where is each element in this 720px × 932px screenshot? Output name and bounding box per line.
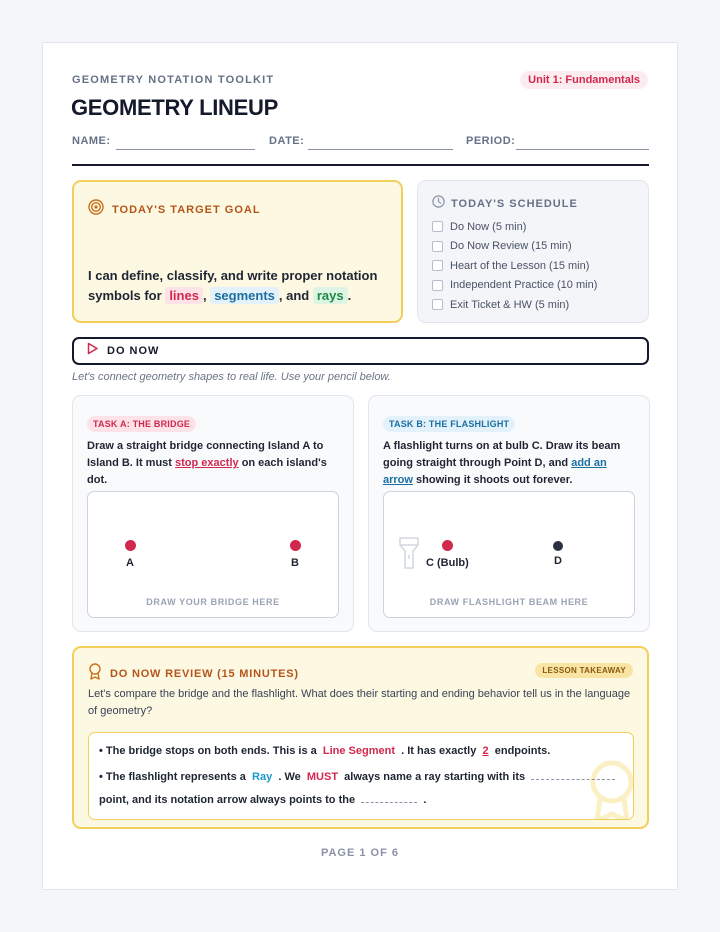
must-emphasis: MUST (306, 771, 339, 783)
point-a-label: A (126, 557, 134, 569)
schedule-item[interactable] (432, 237, 597, 257)
do-now-subtitle: Let's connect geometry shapes to real life. Use your pencil below. (72, 371, 391, 383)
answer-text: endpoints. (494, 745, 551, 757)
point-c-dot (442, 540, 453, 551)
term-rays: rays (313, 287, 348, 304)
goal-sep: , (202, 288, 207, 303)
goal-heading: TODAY'S TARGET GOAL (112, 203, 261, 216)
task-b-emphasis: add an arrow (383, 457, 607, 486)
answer-text: point, and its notation arrow always points to the (99, 794, 356, 806)
award-watermark-icon (585, 759, 634, 820)
lesson-takeaway-badge: LESSON TAKEAWAY (535, 663, 633, 678)
period-label: PERIOD: (466, 135, 516, 147)
schedule-item[interactable] (432, 276, 597, 296)
line-segment-fill: Line Segment (322, 745, 396, 757)
task-text: showing it shoots out forever. (416, 474, 573, 486)
checkbox[interactable] (432, 280, 443, 291)
ray-fill: Ray (252, 771, 273, 783)
task-b-badge: TASK B: THE FLASHLIGHT (383, 416, 515, 432)
answer-text: . It has exactly (401, 745, 477, 757)
goal-text: I can define, classify, and write proper notation symbols for (88, 268, 378, 303)
schedule-item[interactable] (432, 217, 597, 237)
schedule-item-label: Do Now (5 min) (450, 220, 527, 233)
schedule-item-label: Do Now Review (15 min) (450, 240, 572, 253)
play-icon (86, 342, 99, 360)
period-field[interactable] (516, 149, 649, 150)
answer-text: • The flashlight represents a (99, 771, 246, 783)
page-title: GEOMETRY LINEUP (71, 95, 278, 120)
goal-end: . (347, 288, 352, 303)
schedule-item-label: Independent Practice (10 min) (450, 279, 598, 292)
task-text: Draw a straight bridge connecting Island A to Island B. It must (87, 440, 324, 469)
review-heading: DO NOW REVIEW (15 MINUTES) (110, 668, 299, 680)
do-now-bar (72, 337, 649, 365)
task-b-instructions (383, 438, 638, 489)
point-c-label: C (Bulb) (426, 557, 469, 569)
schedule-item-label: Exit Ticket & HW (5 min) (450, 298, 570, 311)
answer-text: always name a ray starting with its (344, 771, 526, 783)
answer-text: • The bridge stops on both ends. This is a (99, 745, 317, 757)
schedule-card (417, 180, 649, 323)
checkbox[interactable] (432, 299, 443, 310)
task-a-instructions (87, 438, 342, 489)
bridge-drawing-area[interactable] (87, 491, 339, 618)
review-prompt: Let's compare the bridge and the flashlight. What does their starting and ending behavior tell us in the language of geometry? (88, 688, 631, 717)
flashlight-drawing-area[interactable] (383, 491, 635, 618)
goal-sep: , and (278, 288, 310, 303)
schedule-item[interactable] (432, 295, 597, 315)
award-icon (88, 663, 102, 685)
task-a-card (72, 395, 354, 632)
target-goal-card (72, 180, 403, 323)
point-d-label: D (554, 555, 562, 567)
answer-text: . We (278, 771, 301, 783)
goal-statement (88, 266, 388, 306)
endpoint-count-fill: 2 (482, 745, 489, 757)
schedule-heading: TODAY'S SCHEDULE (451, 198, 578, 210)
name-field[interactable] (116, 149, 255, 150)
target-icon (88, 199, 104, 220)
bridge-caption: DRAW YOUR BRIDGE HERE (146, 597, 280, 607)
point-b-dot (290, 540, 301, 551)
schedule-item[interactable] (432, 256, 597, 276)
goal-header (88, 199, 261, 220)
schedule-header (432, 195, 578, 213)
worksheet-page (42, 42, 678, 890)
task-text: A flashlight turns on at bulb C. Draw its beam going straight through Point D, and (383, 440, 621, 469)
do-now-review-card (72, 646, 649, 829)
blank-field[interactable] (361, 793, 417, 803)
checkbox[interactable] (432, 241, 443, 252)
clock-icon (432, 195, 445, 213)
header-divider (72, 164, 649, 166)
answer-line-1 (99, 745, 550, 757)
blank-field[interactable] (531, 770, 615, 780)
do-now-heading: DO NOW (107, 345, 160, 357)
date-label: DATE: (269, 135, 305, 147)
point-d-dot (553, 541, 563, 551)
review-answer-box (88, 732, 634, 820)
unit-badge: Unit 1: Fundamentals (520, 71, 648, 89)
task-b-card (368, 395, 650, 632)
date-field[interactable] (308, 149, 453, 150)
answer-line-2 (99, 770, 615, 783)
review-header (88, 663, 299, 685)
schedule-list (432, 217, 597, 315)
checkbox[interactable] (432, 260, 443, 271)
answer-text: . (423, 794, 427, 806)
task-a-badge: TASK A: THE BRIDGE (87, 416, 196, 432)
term-lines: lines (165, 287, 203, 304)
point-a-dot (125, 540, 136, 551)
page-number: PAGE 1 OF 6 (320, 847, 400, 859)
flashlight-caption: DRAW FLASHLIGHT BEAM HERE (429, 597, 589, 607)
point-b-label: B (291, 557, 299, 569)
toolkit-kicker: GEOMETRY NOTATION TOOLKIT (72, 74, 275, 86)
answer-line-3 (99, 793, 426, 806)
checkbox[interactable] (432, 221, 443, 232)
task-a-emphasis: stop exactly (175, 457, 239, 469)
name-label: NAME: (72, 135, 111, 147)
task-text: on each island's dot. (87, 457, 327, 486)
schedule-item-label: Heart of the Lesson (15 min) (450, 259, 590, 272)
flashlight-icon (398, 536, 420, 575)
term-segments: segments (210, 287, 279, 304)
